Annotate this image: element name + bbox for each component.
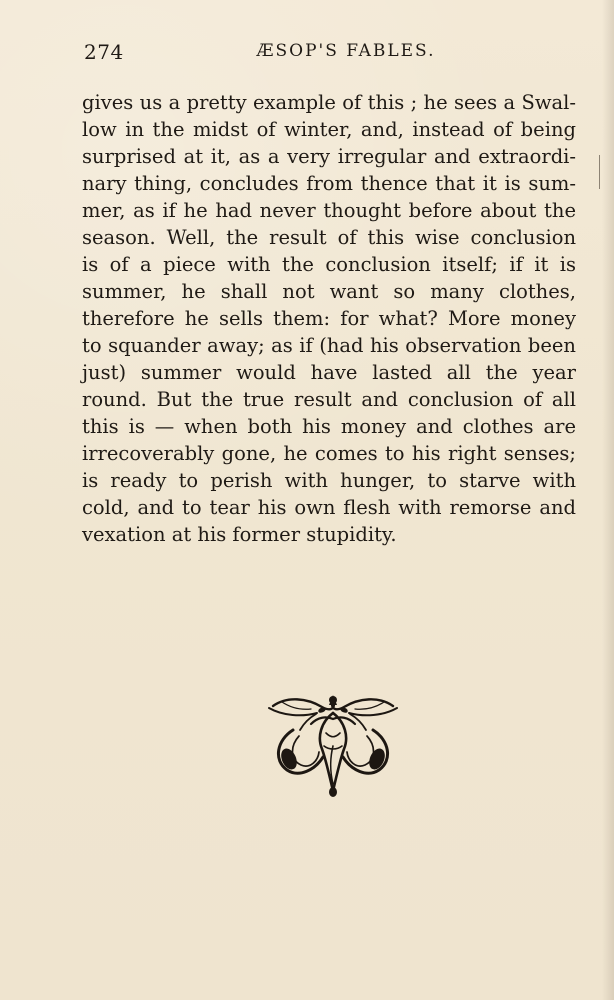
- text-line: to squander away; as if (had his observation been: [82, 334, 576, 357]
- text-line: therefore he sells them: for what? More money: [82, 307, 576, 330]
- text-line: round. But the true result and conclusion of all: [82, 388, 576, 411]
- text-line: low in the midst of winter, and, instead of being: [82, 118, 576, 141]
- page-number: 274: [84, 40, 124, 64]
- text-line: irrecoverably gone, he comes to his right senses;: [82, 442, 576, 465]
- body-text: [82, 89, 576, 548]
- text-line: summer, he shall not want so many clothes,: [82, 280, 576, 303]
- text-line: season. Well, the result of this wise conclusion: [82, 226, 576, 249]
- running-title: ÆSOP'S FABLES.: [256, 41, 436, 61]
- text-line: is ready to perish with hunger, to starve with: [82, 469, 576, 492]
- text-line: gives us a pretty example of this ; he sees a Swal-: [82, 91, 576, 114]
- text-line: just) summer would have lasted all the year: [82, 361, 576, 384]
- text-line: surprised at it, as a very irregular and extraordi-: [82, 145, 576, 168]
- text-line: is of a piece with the conclusion itself; if it is: [82, 253, 576, 276]
- text-line: cold, and to tear his own flesh with remorse and: [82, 496, 576, 519]
- margin-mark: [599, 155, 600, 189]
- text-line-last: vexation at his former stupidity.: [82, 523, 397, 546]
- text-line: mer, as if he had never thought before about the: [82, 199, 576, 222]
- page-edge-shadow: [602, 0, 614, 1000]
- page-header: [84, 40, 578, 72]
- decorative-tailpiece-icon: [259, 688, 407, 802]
- text-line: nary thing, concludes from thence that it is sum-: [82, 172, 576, 195]
- text-line: this is — when both his money and clothes are: [82, 415, 576, 438]
